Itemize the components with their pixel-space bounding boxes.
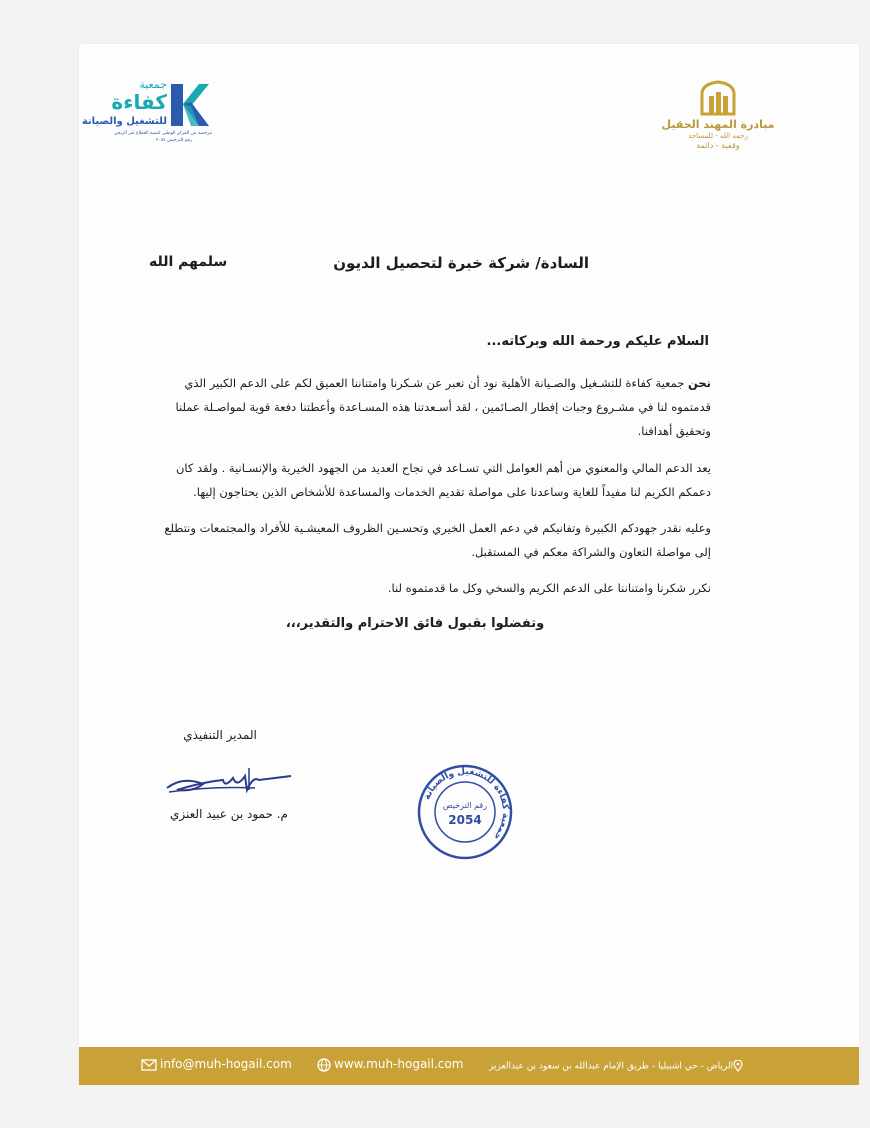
arch-icon <box>698 80 738 116</box>
paragraph-1 <box>155 371 711 443</box>
signatory-title: المدير التنفيذي <box>183 728 257 742</box>
footer-website-text: www.muh-hogail.com <box>334 1057 464 1071</box>
initiative-sub2: وقفية - دائمة <box>696 141 740 150</box>
footer-bar <box>79 1047 859 1085</box>
paragraph-3: وعليه نقدر جهودكم الكبيرة وتفانيكم في دعم العمل الخيري وتحسـين الظروف المعيشـية للأفراد والمجتمعات ونتطلع إلى مواصلة التعاون والشراكة معكم في المستقبل. <box>164 521 711 559</box>
stamp-license-number: 2054 <box>448 813 482 827</box>
paragraph-1-body: جمعية كفاءة للتشـغيل والصـيانة الأهلية نود أن نعبر عن شـكرنا وامتناننا العميق لكم على الدعم الكبير الذي قدمتموه لنا في مشـروع وجبات إفطار الصـائمين ، لقد أسـعدتنا هذه المسـاعدة وأعطتنا دفعة قوية لمواصـلة عملنا وتحقيق أهدافنا. <box>175 376 711 438</box>
globe-icon <box>317 1058 331 1072</box>
kafaa-word-name: كفاءة <box>111 90 167 114</box>
greeting: السلام عليكم ورحمة الله وبركاته... <box>486 334 709 349</box>
paragraph-1-lead: نحن <box>688 376 711 390</box>
k-logo-icon <box>169 82 209 128</box>
paragraph-2: يعد الدعم المالي والمعنوي من أهم العوامل التي تسـاعد في نجاح العديد من الجهود الخيرية والإنسـانية . ولقد كان دعمكم الكريم لنا مفيداً للغاية وساعدنا على مواصلة تقديم الخدمات والمساعدة للأشخاص الذين يحتاجون إليها. <box>175 461 711 499</box>
closing: وتفضلوا بقبول فائق الاحترام والتقدير،،، <box>285 616 545 631</box>
kafaa-association-logo <box>81 78 217 148</box>
initiative-sub: رحمه الله - للمساجد <box>688 132 748 140</box>
signatory-name: م. حمود بن عبيد العنزي <box>170 807 288 821</box>
kafaa-license-number: رقم الترخيص ٢٠٥٤ <box>156 138 192 143</box>
addressee-regards: سلمهم الله <box>149 254 228 270</box>
stamp-license-label: رقم الترخيص <box>442 801 488 810</box>
footer-email[interactable] <box>141 1057 292 1071</box>
official-stamp <box>415 762 515 862</box>
mail-icon <box>141 1059 157 1071</box>
footer-website[interactable] <box>317 1057 463 1072</box>
handwritten-signature <box>163 762 293 802</box>
addressee: السادة/ شركة خبرة لتحصيل الديون <box>333 254 589 272</box>
letter-page <box>79 44 859 1084</box>
footer-email-text: info@muh-hogail.com <box>160 1057 292 1071</box>
paragraph-4: نكرر شكرنا وامتناننا على الدعم الكريم والسخي وكل ما قدمتموه لنا. <box>387 581 711 595</box>
kafaa-word-tagline: للتشغيل والصيانة <box>81 116 167 127</box>
initiative-name: مبادرة المهند الحقيل <box>661 118 775 131</box>
muhannad-initiative-logo <box>643 80 793 160</box>
footer-address <box>489 1060 746 1072</box>
location-pin-icon <box>733 1060 743 1072</box>
kafaa-word-association: جمعية <box>139 78 167 91</box>
stamp-ring-text: جمعية كفاءة للتشغيل والصيانة <box>422 766 511 842</box>
footer-address-text: الرياض - حي اشبيليا - طريق الإمام عبدالله بن سعود بن عبدالعزيز <box>489 1061 734 1072</box>
kafaa-license-note: مرخصة من المركز الوطني لتنمية القطاع غير الربحي <box>113 131 212 136</box>
